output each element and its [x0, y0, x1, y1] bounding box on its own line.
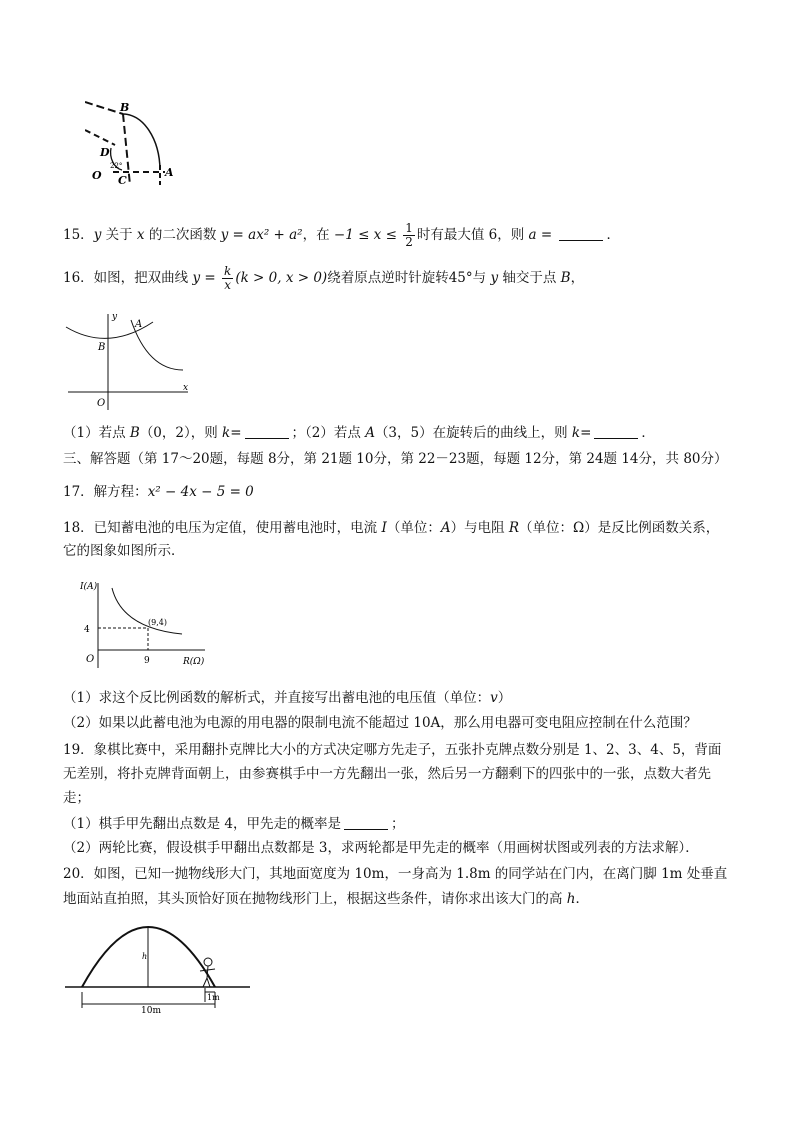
answer-blank-16-1[interactable] [245, 424, 289, 439]
fraction-one-half: $\frac{1}{2}$ [405, 221, 413, 249]
question-19-line3: 走； [63, 790, 90, 806]
label-a: A [135, 319, 143, 330]
label-x: x [183, 383, 189, 393]
current-resistance-graph [80, 578, 210, 670]
label-d: D [100, 146, 110, 159]
section-three-heading: 三、解答题（第 17～20题，每题 8分，第 21题 10分，第 22－23题，每题 12分，第 24题 14分，共 80分） [63, 451, 728, 467]
label-a: A [165, 166, 174, 179]
question-19-line1: 19．象棋比赛中，采用翻扑克牌比大小的方式决定哪方先走子，五张扑克牌点数分别是 1、2、3、4、5，背面 [63, 742, 722, 758]
question-19-line2: 无差别，将扑克牌背面朝上，由参赛棋手中一方先翻出一张，然后另一方翻剩下的四张中的一张，点数大者先 [63, 766, 711, 782]
parabolic-gate-figure [65, 912, 250, 1017]
label-b: B [98, 342, 106, 353]
question-15: 15．y 关于 x 的二次函数 y = ax² + a²，在 −1 ≤ x ≤ $\frac{1}{2}$ 时有最大值 6，则 a = ． [63, 221, 620, 249]
quarter-arc-figure [85, 100, 185, 185]
question-20-line2: 地面站直拍照，其头顶恰好顶在抛物线形门上，根据这些条件，请你求出该大门的高 h． [63, 891, 589, 907]
answer-blank-16-2[interactable] [594, 424, 638, 439]
label-c: C [118, 174, 127, 185]
y-axis-label: I(A) [80, 582, 98, 592]
question-17: 17．解方程：x² − 4x − 5 = 0 [63, 484, 254, 500]
rotated-hyperbola-figure [63, 312, 193, 412]
origin-label: O [86, 654, 95, 665]
question-19-part1: （1）棋手甲先翻出点数是 4，甲先走的概率是 ； [63, 816, 405, 832]
label-y: y [112, 312, 118, 322]
question-16-subparts: （1）若点 B（0，2），则 k= ；（2）若点 A（3，5）在旋转后的曲线上，则 k= ． [63, 425, 655, 441]
label-h: h [142, 952, 148, 961]
label-1m: 1m [207, 993, 220, 1002]
question-18-line2: 它的图象如图所示． [63, 543, 185, 559]
label-10m: 10m [141, 1006, 161, 1016]
label-b: B [120, 101, 130, 114]
fraction-k-over-x: $\frac{k}{x}$ [224, 264, 232, 292]
x-axis-label: R(Ω) [183, 657, 205, 667]
arc-ba [123, 114, 160, 170]
answer-blank-15[interactable] [559, 226, 603, 241]
label-o: O [97, 398, 106, 409]
y-tick-4: 4 [84, 625, 90, 635]
dashed-ray-ob [85, 102, 123, 114]
label-angle: 22° [110, 162, 123, 170]
answer-blank-19-1[interactable] [344, 815, 388, 830]
question-18-part1: （1）求这个反比例函数的解析式，并直接写出蓄电池的电压值（单位：v） [63, 690, 512, 706]
x-tick-9: 9 [144, 656, 150, 666]
dashed-ray-od [85, 130, 115, 145]
inverse-curve [112, 588, 182, 634]
point-label: (9,4) [148, 618, 167, 627]
question-20-line1: 20．如图，已知一抛物线形大门，其地面宽度为 10m，一身高为 1.8m 的同学站在门内，在离门脚 1m 处垂直 [63, 866, 728, 882]
label-o: O [92, 169, 102, 182]
question-18-part2: （2）如果以此蓄电池为电源的用电器的限制电流不能超过 10A，那么用电器可变电阻应控制在什么范围？ [63, 715, 697, 731]
question-18-line1: 18．已知蓄电池的电压为定值，使用蓄电池时，电流 I（单位：A）与电阻 R（单位：Ω）是反比例函数关系， [63, 520, 720, 536]
question-19-part2: （2）两轮比赛，假设棋手甲翻出点数都是 3，求两轮都是甲先走的概率（用画树状图或列表的方法求解）． [63, 840, 699, 856]
question-16: 16．如图，把双曲线 y = $\frac{k}{x}$ (k > 0, x > 0)绕着原点逆时针旋转45°与 y 轴交于点 B， [63, 264, 585, 292]
